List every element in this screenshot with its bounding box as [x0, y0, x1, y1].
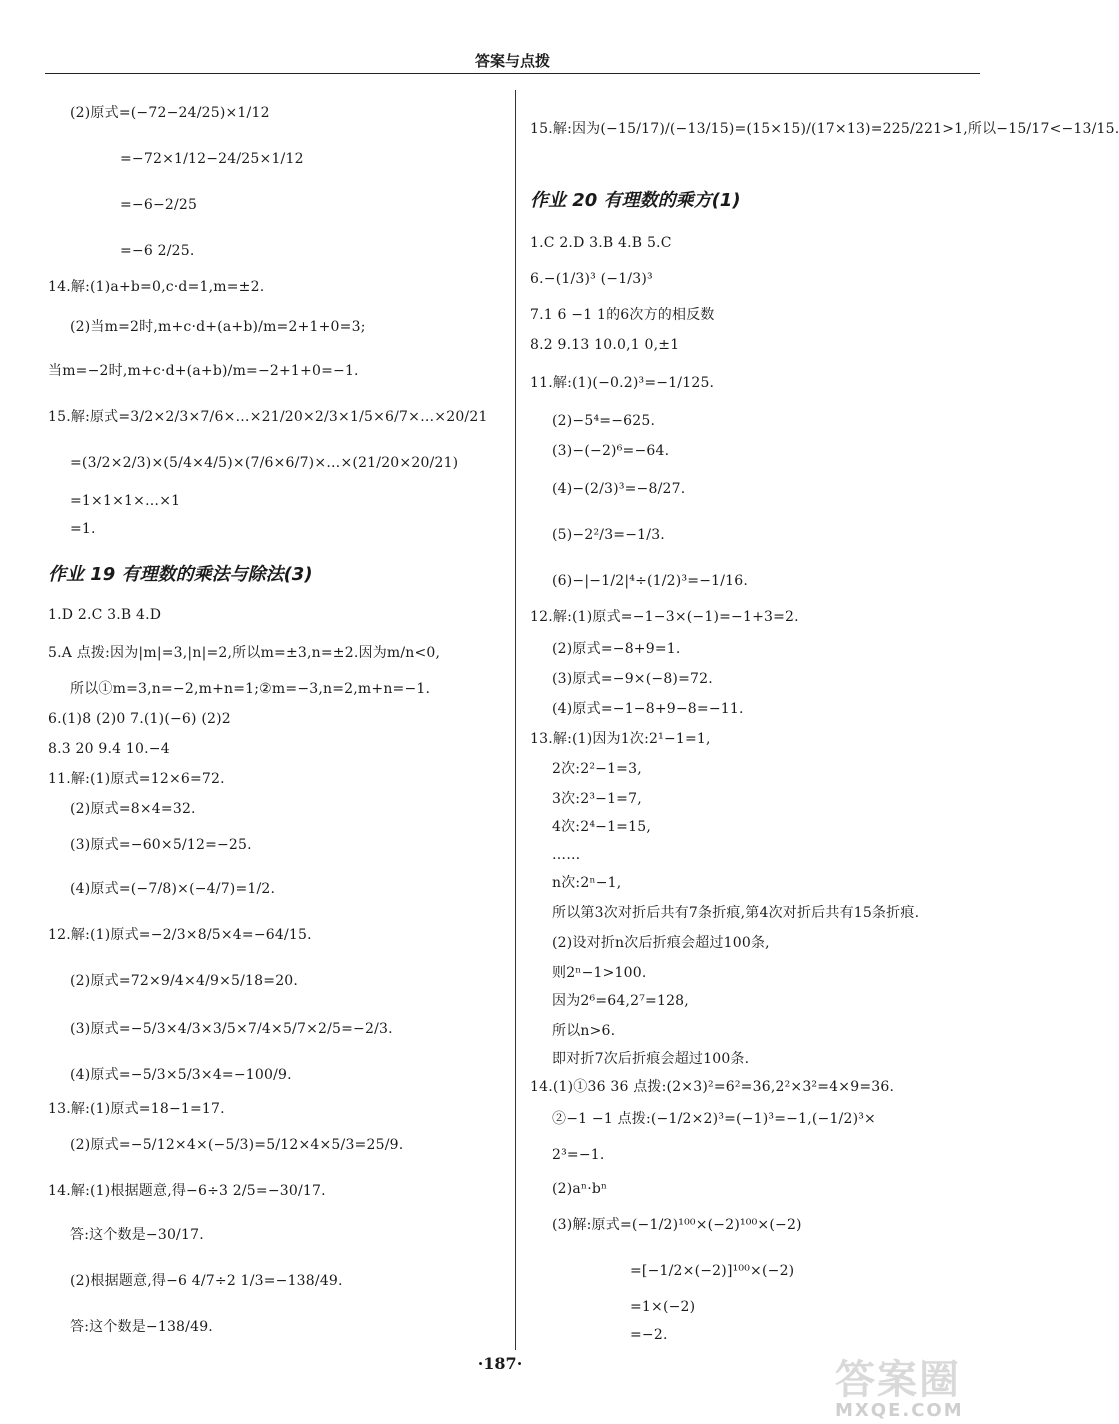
answer-line: 7.1 6 −1 1的6次方的相反数	[530, 307, 715, 323]
answer-line: 2³=−1.	[552, 1147, 605, 1163]
answer-line: (2)原式=72×9/4×4/9×5/18=20.	[70, 973, 299, 989]
answer-line: 15.解:原式=3/2×2/3×7/6×…×21/20×2/3×1/5×6/7×…×20/21	[48, 409, 488, 425]
answer-line: 11.解:(1)(−0.2)³=−1/125.	[530, 375, 715, 391]
answer-line: 13.解:(1)因为1次:2¹−1=1,	[530, 731, 711, 747]
answer-line: (2)原式=(−72−24/25)×1/12	[70, 105, 270, 121]
answer-line: (3)原式=−60×5/12=−25.	[70, 837, 252, 853]
watermark-top-text: 答案圈	[835, 1357, 961, 1403]
answer-line: (2)根据题意,得−6 4/7÷2 1/3=−138/49.	[70, 1273, 343, 1289]
column-divider	[515, 90, 516, 1350]
answer-line: (4)原式=−1−8+9−8=−11.	[552, 701, 744, 717]
answer-line: 4次:2⁴−1=15,	[552, 819, 651, 835]
answer-line: 15.解:因为(−15/17)/(−13/15)=(15×15)/(17×13)=225/221>1,所以−15/17<−13/15.	[530, 121, 1119, 137]
answer-line: 6.−(1/3)³ (−1/3)³	[530, 271, 653, 287]
answer-line: 12.解:(1)原式=−1−3×(−1)=−1+3=2.	[530, 609, 799, 625]
answer-line: (2)当m=2时,m+c·d+(a+b)/m=2+1+0=3;	[70, 319, 366, 335]
answer-line: 1.D 2.C 3.B 4.D	[48, 607, 162, 623]
answer-line: (6)−|−1/2|⁴÷(1/2)³=−1/16.	[552, 573, 749, 589]
answer-line: (3)原式=−9×(−8)=72.	[552, 671, 713, 687]
watermark-logo	[835, 1357, 995, 1421]
answer-line: (4)原式=(−7/8)×(−4/7)=1/2.	[70, 881, 276, 897]
answer-line: =−2.	[630, 1327, 668, 1343]
answer-line: 即对折7次后折痕会超过100条.	[552, 1051, 750, 1067]
answer-line: =−6−2/25	[120, 197, 198, 213]
answer-line: (3)解:原式=(−1/2)¹⁰⁰×(−2)¹⁰⁰×(−2)	[552, 1217, 802, 1233]
answer-line: 2次:2²−1=3,	[552, 761, 642, 777]
header-rule	[45, 73, 980, 74]
answer-line: =1×1×1×…×1	[70, 493, 181, 509]
answer-line: (2)aⁿ·bⁿ	[552, 1181, 608, 1197]
answer-line: 14.解:(1)根据题意,得−6÷3 2/5=−30/17.	[48, 1183, 326, 1199]
answer-line: 答:这个数是−30/17.	[70, 1227, 204, 1243]
page-header: 答案与点拨	[474, 52, 550, 70]
answer-line: 14.(1)①36 36 点拨:(2×3)²=6²=36,2²×3²=4×9=36.	[530, 1079, 895, 1095]
page-number: ·187·	[477, 1354, 523, 1373]
answer-line: (2)原式=−5/12×4×(−5/3)=5/12×4×5/3=25/9.	[70, 1137, 404, 1153]
answer-line: =−72×1/12−24/25×1/12	[120, 151, 304, 167]
answer-line: 答:这个数是−138/49.	[70, 1319, 213, 1335]
answer-line: =1×(−2)	[630, 1299, 696, 1315]
answer-line: 8.2 9.13 10.0,1 0,±1	[530, 337, 680, 353]
watermark-bottom-text: MXQE.COM	[835, 1400, 964, 1421]
answer-line: =[−1/2×(−2)]¹⁰⁰×(−2)	[630, 1263, 795, 1279]
answer-line: 1.C 2.D 3.B 4.B 5.C	[530, 235, 672, 251]
answer-line: 因为2⁶=64,2⁷=128,	[552, 993, 689, 1009]
answer-line: n次:2ⁿ−1,	[552, 875, 622, 891]
answer-line: 所以n>6.	[552, 1023, 616, 1039]
answer-line: =(3/2×2/3)×(5/4×4/5)×(7/6×6/7)×…×(21/20×20/21)	[70, 455, 459, 471]
answer-line: (2)设对折n次后折痕会超过100条,	[552, 935, 770, 951]
answer-line: =1.	[70, 521, 96, 537]
section-heading: 作业 19 有理数的乘法与除法(3)	[48, 564, 313, 585]
answer-line: (2)原式=−8+9=1.	[552, 641, 681, 657]
answer-line: 则2ⁿ−1>100.	[552, 965, 647, 981]
answer-line: (5)−2²/3=−1/3.	[552, 527, 665, 543]
section-heading: 作业 20 有理数的乘方(1)	[530, 190, 741, 211]
answer-line: (2)−5⁴=−625.	[552, 413, 656, 429]
answer-line: =−6 2/25.	[120, 243, 195, 259]
answer-line: 所以①m=3,n=−2,m+n=1;②m=−3,n=2,m+n=−1.	[70, 681, 431, 697]
answer-line: 5.A 点拨:因为|m|=3,|n|=2,所以m=±3,n=±2.因为m/n<0,	[48, 645, 441, 661]
answer-line: 8.3 20 9.4 10.−4	[48, 741, 170, 757]
answer-line: (3)原式=−5/3×4/3×3/5×7/4×5/7×2/5=−2/3.	[70, 1021, 393, 1037]
answer-line: 14.解:(1)a+b=0,c·d=1,m=±2.	[48, 279, 265, 295]
answer-line: (3)−(−2)⁶=−64.	[552, 443, 670, 459]
answer-line: 3次:2³−1=7,	[552, 791, 642, 807]
answer-line: ……	[552, 847, 581, 863]
answer-line: 6.(1)8 (2)0 7.(1)(−6) (2)2	[48, 711, 231, 727]
answer-line: (4)原式=−5/3×5/3×4=−100/9.	[70, 1067, 292, 1083]
answer-line: ②−1 −1 点拨:(−1/2×2)³=(−1)³=−1,(−1/2)³×	[552, 1111, 876, 1127]
answer-line: 13.解:(1)原式=18−1=17.	[48, 1101, 225, 1117]
answer-line: (2)原式=8×4=32.	[70, 801, 196, 817]
answer-line: 所以第3次对折后共有7条折痕,第4次对折后共有15条折痕.	[552, 905, 920, 921]
answer-line: 12.解:(1)原式=−2/3×8/5×4=−64/15.	[48, 927, 312, 943]
answer-line: 11.解:(1)原式=12×6=72.	[48, 771, 225, 787]
answer-line: (4)−(2/3)³=−8/27.	[552, 481, 686, 497]
answer-line: 当m=−2时,m+c·d+(a+b)/m=−2+1+0=−1.	[48, 363, 359, 379]
